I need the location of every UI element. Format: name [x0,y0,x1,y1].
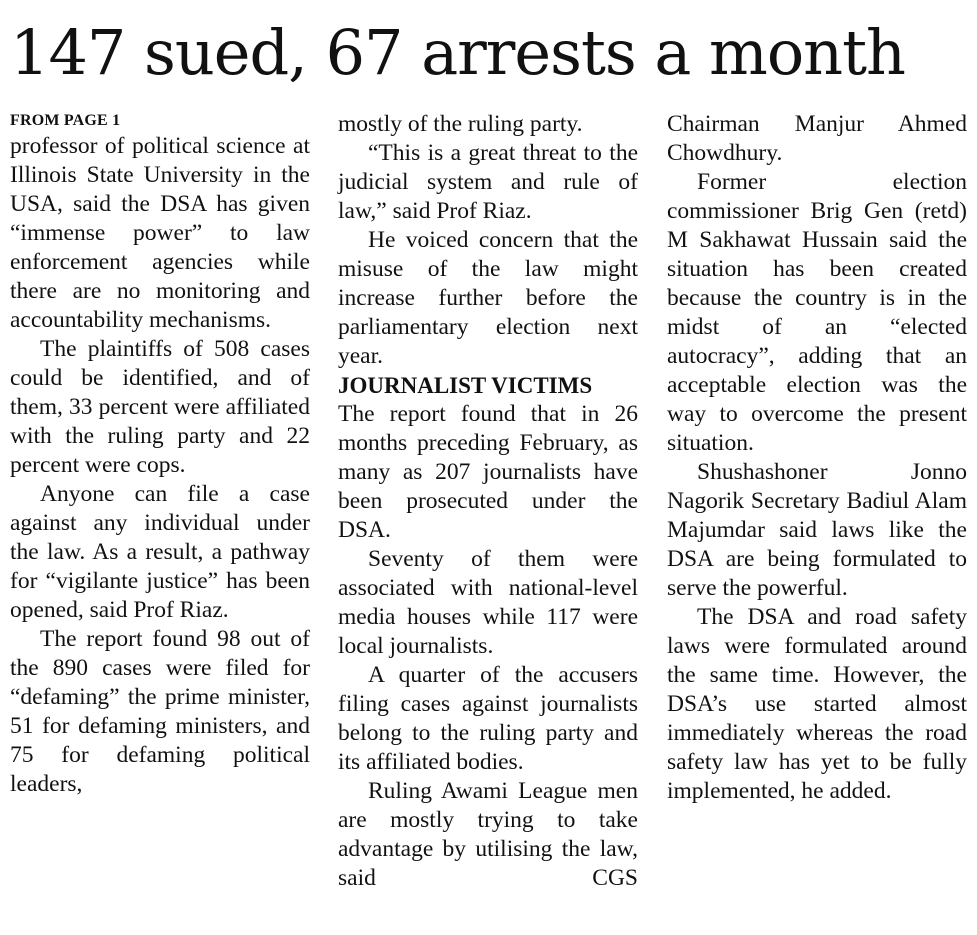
kicker-from-page-1: FROM PAGE 1 [10,112,121,129]
article-column-3 [667,110,967,806]
paragraph-1: professor of political science at Illinois State University in the USA, said the DSA has given “immense power” to law enforcement agencies while there are no monitoring and accountability mechanisms. [10,133,310,333]
paragraph-4-continued: mostly of the ruling party. [338,111,583,137]
paragraph-6: He voiced concern that the misuse of the law might increase further before the parliamentary election next year. [338,227,638,369]
paragraph-11: Former election commissioner Brig Gen (retd) M Sakhawat Hussain said the situation has been created because the country is in the midst of an “elected autocracy”, adding that an acceptable election was the way to overcome the present situation. [667,169,967,456]
paragraph-4: The report found 98 out of the 890 cases were filed for “defaming” the prime minister, 51 for defaming ministers, and 75 for defaming political leaders, [10,626,310,797]
paragraph-13: The DSA and road safety laws were formulated around the same time. However, the DSA’s use started almost immediately whereas the road safety law has yet to be fully implemented, he added. [667,604,967,804]
subhead-journalist-victims: JOURNALIST VICTIMS [338,373,593,398]
paragraph-2: The plaintiffs of 508 cases could be identified, and of them, 33 percent were affiliated with the ruling party and 22 percent were cops. [10,336,310,478]
headline: 147 sued, 67 arrests a month [10,16,905,89]
article-column-2 [338,110,638,893]
paragraph-10-continued: Chairman Manjur Ahmed Chowdhury. [667,111,967,166]
paragraph-7: The report found that in 26 months preceding February, as many as 207 journalists have been prosecuted under the DSA. [338,401,638,543]
paragraph-12: Shushashoner Jonno Nagorik Secretary Badiul Alam Majumdar said laws like the DSA are being formulated to serve the powerful. [667,459,967,601]
article-column-1 [10,110,310,799]
paragraph-5: “This is a great threat to the judicial system and rule of law,” said Prof Riaz. [338,140,638,224]
paragraph-10: Ruling Awami League men are mostly trying to take advantage by utilising the law, said CGS [338,778,638,891]
paragraph-3: Anyone can file a case against any individual under the law. As a result, a pathway for “vigilante justice” has been opened, said Prof Riaz. [10,481,310,623]
paragraph-8: Seventy of them were associated with national-level media houses while 117 were local journalists. [338,546,638,659]
paragraph-9: A quarter of the accusers filing cases against journalists belong to the ruling party and its affiliated bodies. [338,662,638,775]
